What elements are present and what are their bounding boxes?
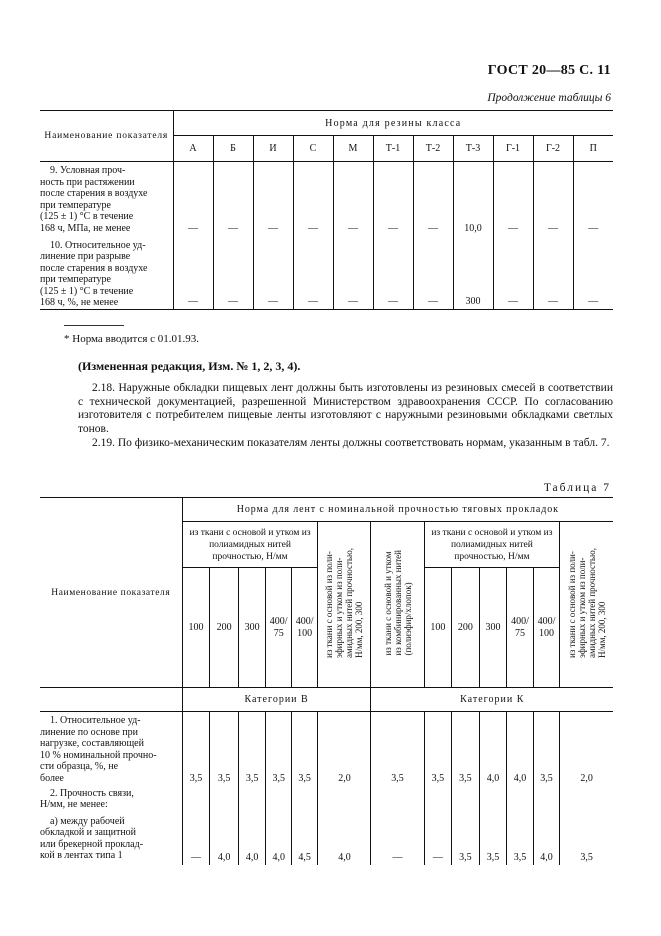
- table7-group-header: Норма для лент с номинальной прочностью тяговых прокладок: [182, 498, 613, 522]
- label-line: (125 ± 1) °С в течение: [40, 285, 134, 297]
- table7-value: 3,5: [210, 712, 239, 786]
- table7-sub-polyamide-k: из ткани с основой и утком из полиамидных нитей прочностью, Н/мм: [424, 522, 560, 568]
- table7-value: 3,5: [533, 712, 560, 786]
- table7-value: 4,0: [210, 812, 239, 865]
- vert-label: из ткани с основой из поли- эфирных и утком из поли- амидных нитей прочностью, Н/мм, 200, 300: [566, 548, 607, 658]
- strength-cell: 400/ 75: [507, 568, 534, 688]
- table6-value: —: [373, 236, 413, 310]
- table6-value: —: [253, 162, 293, 236]
- strength-cell: 100: [424, 568, 452, 688]
- table6-class: П: [573, 136, 613, 162]
- table-row: [40, 162, 613, 236]
- table6-class: Т-3: [453, 136, 493, 162]
- table6-value: —: [173, 162, 213, 236]
- table6-class: М: [333, 136, 373, 162]
- label-line: линение при разрыве: [40, 251, 131, 262]
- edition-note: (Измененная редакция, Изм. № 1, 2, 3, 4).: [78, 359, 301, 373]
- table7-row1-label: [40, 712, 182, 786]
- table6-continuation: Продолжение таблицы 6: [487, 92, 611, 104]
- page-header: ГОСТ 20—85 С. 11: [487, 63, 611, 78]
- table7-caption: Таблица 7: [543, 482, 611, 494]
- label-line: нагрузке, составляющей: [40, 738, 144, 749]
- label-line: 10. Относительное уд-: [50, 239, 146, 251]
- strength-cell: 200: [452, 568, 480, 688]
- table6-value: —: [253, 236, 293, 310]
- strength-cell: 100: [182, 568, 210, 688]
- table-7: [40, 497, 613, 865]
- table6-row-label: [40, 162, 173, 236]
- table6-class: С: [293, 136, 333, 162]
- table6-value: 10,0: [453, 162, 493, 236]
- table7-row2a-label: [40, 812, 182, 865]
- table7-vert-combined: [371, 522, 424, 688]
- table6-row-label: [40, 236, 173, 310]
- table6-name-header: Наименование показателя: [40, 111, 173, 162]
- label-line: а) между рабочей: [50, 815, 125, 827]
- table7-value: 3,5: [580, 851, 593, 863]
- table6-value: —: [533, 162, 573, 236]
- table7-category-k: Категории К: [371, 688, 613, 712]
- label-line: линение по основе при: [40, 726, 138, 738]
- table6-class: Г-2: [533, 136, 573, 162]
- table7-value: 2,0: [580, 772, 593, 784]
- table7-value: 4,0: [266, 812, 291, 865]
- table6-class: Т-2: [413, 136, 453, 162]
- table6-value: —: [333, 236, 373, 310]
- table6-value: —: [333, 162, 373, 236]
- table7-row2-label: [40, 786, 182, 812]
- table6-class: Б: [213, 136, 253, 162]
- label-line: 168 ч, %, не менее: [40, 297, 119, 308]
- table6-value: —: [493, 162, 533, 236]
- table7-value: 3,5: [371, 712, 424, 786]
- table7-category-b: Категории В: [182, 688, 371, 712]
- table7-value: 3,5: [291, 712, 318, 786]
- table7-value: 4,0: [533, 812, 560, 865]
- label-line: 168 ч, МПа, не менее: [40, 222, 131, 234]
- label-line: при температуре: [40, 274, 111, 285]
- table7-value: 4,0: [507, 712, 534, 786]
- table6-value: —: [413, 236, 453, 310]
- table6-value: —: [373, 162, 413, 236]
- table7-value: 2,0: [318, 712, 371, 786]
- table6-class: Т-1: [373, 136, 413, 162]
- label-line: или брекерной проклад-: [40, 838, 144, 850]
- table7-value: 3,5: [424, 712, 452, 786]
- table6-value: —: [493, 236, 533, 310]
- table7-value: —: [424, 812, 452, 865]
- table7-value: 3,5: [238, 712, 266, 786]
- table-row: [40, 786, 613, 812]
- footnote-divider: [64, 325, 124, 326]
- table7-sub-polyamide-b: из ткани с основой и утком из полиамидных нитей прочностью, Н/мм: [182, 522, 318, 568]
- table6-value: —: [588, 222, 599, 234]
- strength-cell: 300: [479, 568, 507, 688]
- strength-cell: 300: [238, 568, 266, 688]
- paragraph-2-18: 2.18. Наружные обкладки пищевых лент должны быть изготовлены из резиновых смесей в соответствии с технической документацией, разрешенной Министерством здравоохранения СССР. По согласованию изготовителя с потребителем пищевые ленты изготовляют с наружными резиновыми обкладками светлых тонов.: [78, 382, 613, 435]
- table7-value: 4,0: [318, 812, 371, 865]
- label-line: после старения в воздухе: [40, 188, 148, 199]
- table7-value: 3,5: [479, 812, 507, 865]
- table6-value: —: [573, 236, 613, 310]
- table7-value: 3,5: [452, 712, 480, 786]
- table-row: [40, 236, 613, 310]
- table6-class: И: [253, 136, 293, 162]
- vert-label: из ткани с основой из поли- эфирных и утком из поли- амидных нитей прочностью, Н/мм, 200, 300: [324, 548, 365, 658]
- label-line: 2. Прочность связи,: [50, 787, 134, 799]
- label-line: (125 ± 1) °С в течение: [40, 211, 134, 222]
- table7-value: 3,5: [266, 712, 291, 786]
- label-line: 10 % номинальной прочно-: [40, 749, 157, 761]
- table7-vert-polyester-b: [318, 522, 371, 688]
- table-row: [40, 712, 613, 786]
- table6-value: —: [293, 162, 333, 236]
- label-line: после старения в воздухе: [40, 262, 148, 274]
- label-line: Н/мм, не менее:: [40, 799, 108, 810]
- table7-value: —: [182, 812, 210, 865]
- table-6: [40, 110, 613, 310]
- table7-vert-polyester-k: [560, 522, 613, 688]
- label-line: ность при растяжении: [40, 176, 135, 188]
- strength-cell: 400/ 100: [291, 568, 318, 688]
- table7-value: 3,5: [452, 812, 480, 865]
- table7-name-header: Наименование показателя: [40, 498, 182, 688]
- table7-value: 4,5: [291, 812, 318, 865]
- table6-class: Г-1: [493, 136, 533, 162]
- label-line: сти образца, %, не: [40, 761, 119, 772]
- vert-label: из ткани с основой и утком из комбинированных нитей (полиэфир/хлопок): [382, 550, 413, 656]
- table6-value: —: [533, 236, 573, 310]
- table6-value: —: [213, 236, 253, 310]
- table6-group-header: Норма для резины класса: [173, 111, 613, 136]
- strength-cell: 400/ 100: [533, 568, 560, 688]
- table6-class: А: [173, 136, 213, 162]
- label-line: кой в лентах типа 1: [40, 850, 123, 861]
- paragraph-2-19: 2.19. По физико-механическим показателям ленты должны соответствовать нормам, указанным в табл. 7.: [92, 437, 610, 449]
- table6-value: 300: [453, 236, 493, 310]
- table-row: [40, 812, 613, 865]
- table7-value: 4,0: [479, 712, 507, 786]
- table7-value: 3,5: [507, 812, 534, 865]
- label-line: обкладкой и защитной: [40, 827, 137, 838]
- label-line: при температуре: [40, 199, 111, 211]
- table7-value: —: [371, 812, 424, 865]
- label-line: более: [40, 772, 64, 784]
- footnote: * Норма вводится с 01.01.93.: [64, 333, 200, 345]
- table6-value: —: [213, 162, 253, 236]
- label-line: 1. Относительное уд-: [50, 715, 141, 726]
- label-line: 9. Условная проч-: [50, 165, 126, 176]
- empty-cell: [40, 688, 182, 712]
- table6-value: —: [173, 236, 213, 310]
- table6-value: —: [293, 236, 333, 310]
- strength-cell: 400/ 75: [266, 568, 291, 688]
- table7-value: 4,0: [238, 812, 266, 865]
- table7-value: 3,5: [182, 712, 210, 786]
- strength-cell: 200: [210, 568, 239, 688]
- table6-value: —: [413, 162, 453, 236]
